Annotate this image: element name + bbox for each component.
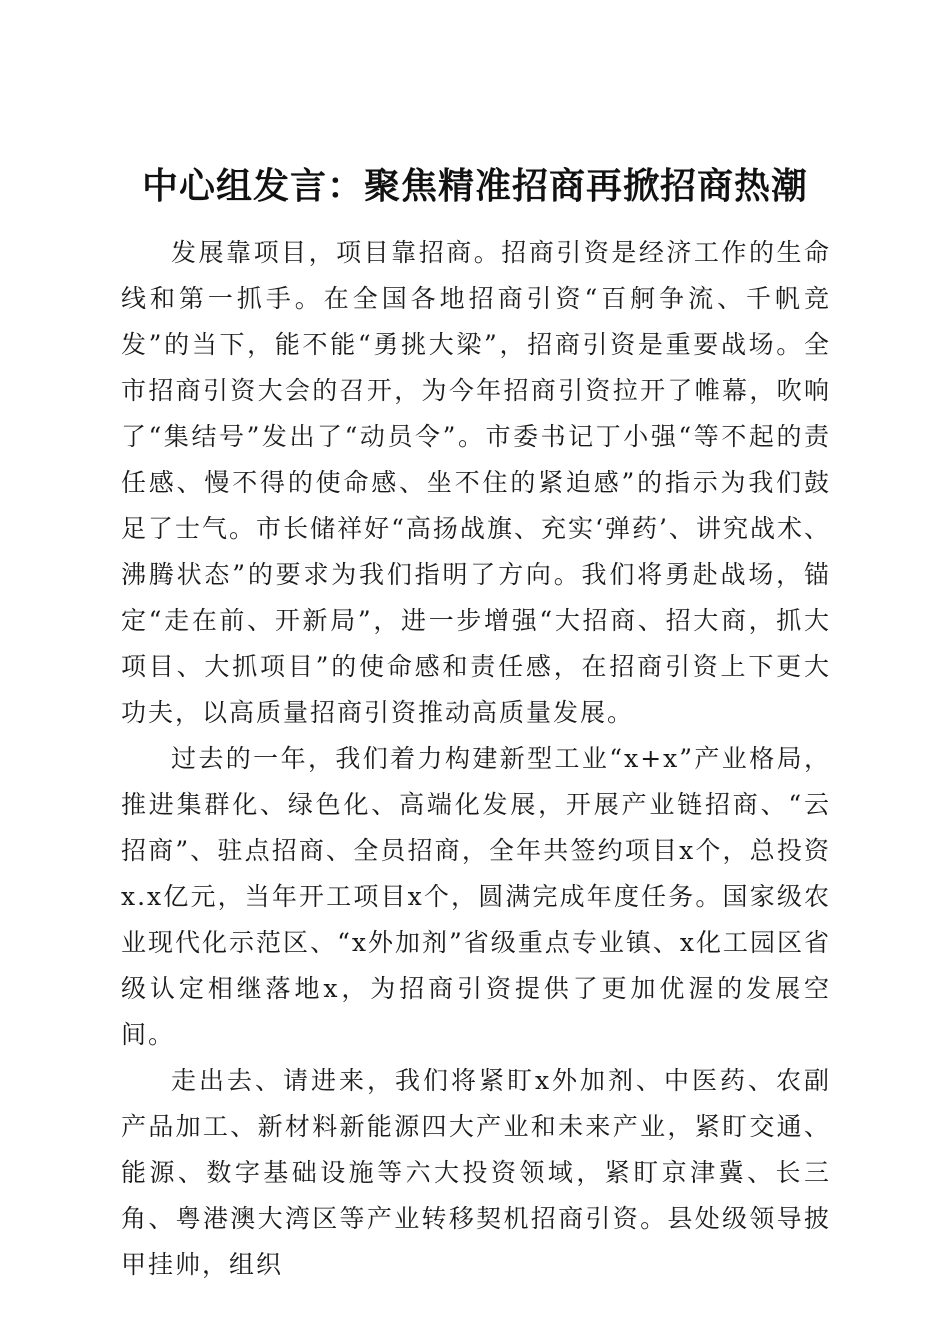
document-body bbox=[121, 230, 831, 1288]
page-title: 中心组发言：聚焦精准招商再掀招商热潮 bbox=[141, 165, 808, 208]
paragraph-1: 发展靠项目，项目靠招商。招商引资是经济工作的生命线和第一抓手。在全国各地招商引资“百舸争流、千帆竞发”的当下，能不能“勇挑大梁”，招商引资是重要战场。全市招商引资大会的召开，为今年招商引资拉开了帷幕，吹响了“集结号”发出了“动员令”。市委书记丁小强“等不起的责任感、慢不得的使命感、坐不住的紧迫感”的指示为我们鼓足了士气。市长储祥好“高扬战旗、充实‘弹药’、讲究战术、沸腾状态”的要求为我们指明了方向。我们将勇赴战场，锚定“走在前、开新局”，进一步增强“大招商、招大商，抓大项目、大抓项目”的使命感和责任感，在招商引资上下更大功夫，以高质量招商引资推动高质量发展。 bbox=[121, 238, 831, 727]
paragraph-3: 走出去、请进来，我们将紧盯x外加剂、中医药、农副产品加工、新材料新能源四大产业和未来产业，紧盯交通、能源、数字基础设施等六大投资领域，紧盯京津冀、长三角、粤港澳大湾区等产业转移契机招商引资。县处级领导披甲挂帅，组织 bbox=[121, 1066, 831, 1279]
paragraph-2: 过去的一年，我们着力构建新型工业“x+x”产业格局，推进集群化、绿色化、高端化发展，开展产业链招商、“云招商”、驻点招商、全员招商，全年共签约项目x个，总投资x.x亿元，当年开工项目x个，圆满完成年度任务。国家级农业现代化示范区、“x外加剂”省级重点专业镇、x化工园区省级认定相继落地x，为招商引资提供了更加优渥的发展空间。 bbox=[121, 744, 831, 1049]
